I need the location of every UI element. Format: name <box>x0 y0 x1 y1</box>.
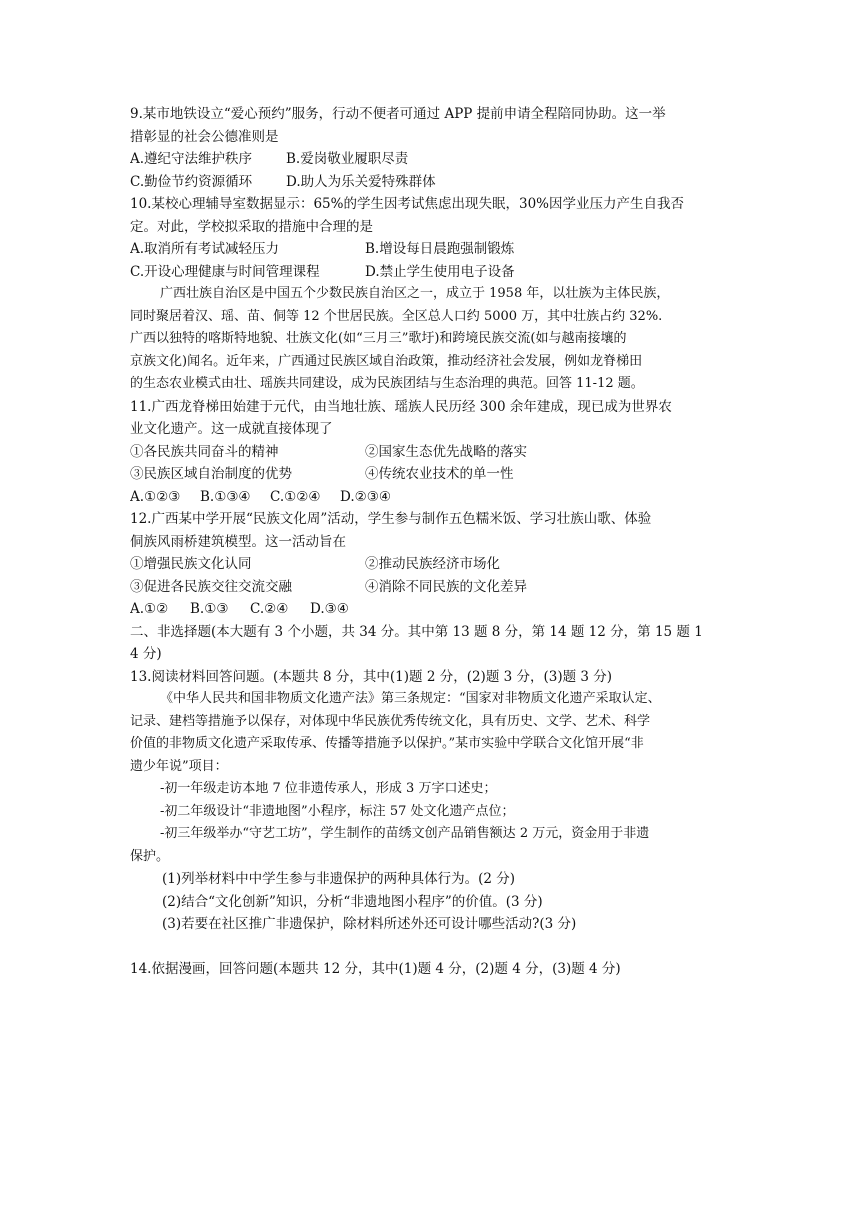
q11-option-c: C.①②④ <box>270 488 321 505</box>
q11-option-a: A.①②③ <box>130 488 181 505</box>
q10-option-d: D.禁止学生使用电子设备 <box>365 263 515 280</box>
q13-subquestion-2: (2)结合“文化创新”知识，分析“非遗地图小程序”的价值。(3 分) <box>162 893 543 910</box>
q14-stem: 14.依据漫画，回答问题(本题共 12 分，其中(1)题 4 分，(2)题 4 分，(3)题 4 分) <box>130 961 621 977</box>
guangxi-material-line: 同时聚居着汉、瑶、苗、侗等 12 个世居民族。全区总人口约 5000 万，其中壮族占约 32%. <box>130 308 663 324</box>
q12-stem-line-1: 12.广西某中学开展“民族文化周”活动，学生参与制作五色糯米饭、学习壮族山歌、体验 <box>130 511 652 527</box>
q13-item: -初三年级举办“守艺工坊”，学生制作的苗绣文创产品销售额达 2 万元，资金用于非遗 <box>160 826 650 841</box>
q10-options-row-2 <box>130 261 740 284</box>
q13-subquestion-3: (3)若要在社区推广非遗保护，除材料所述外还可设计哪些活动?(3 分) <box>162 916 577 932</box>
q9-options-row-2 <box>130 171 740 194</box>
q9-option-c: C.勤俭节约资源循环 <box>130 173 253 190</box>
q12-statement-1: ①增强民族文化认同 <box>130 556 252 572</box>
q11-stem-line-1: 11.广西龙脊梯田始建于元代，由当地壮族、瑶族人民历经 300 余年建成，现已成为世界农 <box>130 398 672 415</box>
guangxi-material-line: 广西以独特的喀斯特地貌、壮族文化(如“三月三”歌圩)和跨境民族交流(如与越南接壤的 <box>130 331 627 346</box>
q12-option-d: D.③④ <box>310 601 349 617</box>
q11-option-d: D.②③④ <box>340 488 391 505</box>
q13-material-line: 《中华人民共和国非物质文化遗产法》第三条规定：“国家对非物质文化遗产采取认定、 <box>160 691 661 706</box>
q12-stem-line-2: 侗族风雨桥建筑模型。这一活动旨在 <box>130 533 346 550</box>
q13-item-tail: 保护。 <box>130 848 170 864</box>
q10-option-b: B.增设每日晨跑强制锻炼 <box>365 241 515 257</box>
section2-heading-line-2: 4 分) <box>130 646 162 662</box>
q9-option-d: D.助人为乐关爱特殊群体 <box>286 173 436 190</box>
q9-option-a: A.遵纪守法维护秩序 <box>130 151 253 167</box>
section2-heading-line-1: 二、非选择题(本大题有 3 个小题，共 34 分。其中第 13 题 8 分，第 14 题 12 分，第 15 题 1 <box>130 623 703 640</box>
q10-stem-line-1: 10.某校心理辅导室数据显示：65%的学生因考试焦虑出现失眠，30%因学业压力产生自我否 <box>130 196 684 212</box>
q12-statement-2: ②推动民族经济市场化 <box>365 556 500 572</box>
q13-item: -初二年级设计“非遗地图”小程序，标注 57 处文化遗产点位； <box>160 803 515 819</box>
q13-material-line: 价值的非物质文化遗产采取传承、传播等措施予以保护。”某市实验中学联合文化馆开展“非 <box>130 736 644 751</box>
q12-option-c: C.②④ <box>250 601 289 617</box>
exam-content <box>130 103 740 981</box>
q12-statement-3: ③促进各民族交往交流交融 <box>130 578 292 595</box>
q11-stem-line-2: 业文化遗产。这一成就直接体现了 <box>130 421 333 437</box>
q12-statement-4: ④消除不同民族的文化差异 <box>365 578 527 595</box>
guangxi-material-line: 广西壮族自治区是中国五个少数民族自治区之一，成立于 1958 年，以壮族为主体民族， <box>160 286 670 301</box>
q11-statement-2: ②国家生态优先战略的落实 <box>365 443 527 460</box>
q9-stem-line-1: 9.某市地铁设立“爱心预约”服务，行动不便者可通过 APP 提前申请全程陪同协助。这一举 <box>130 106 666 122</box>
guangxi-material-line: 京族文化)闻名。近年来，广西通过民族区域自治政策，推动经济社会发展，例如龙脊梯田 <box>130 353 643 369</box>
q12-options-row <box>130 598 740 621</box>
q12-statements-row-1 <box>130 553 740 576</box>
q9-stem-line-2: 措彰显的社会公德准则是 <box>130 128 279 145</box>
q11-option-b: B.①③④ <box>200 488 251 505</box>
q13-subquestion-1: (1)列举材料中中学生参与非遗保护的两种具体行为。(2 分) <box>162 871 516 887</box>
q11-statement-3: ③民族区域自治制度的优势 <box>130 466 292 482</box>
guangxi-material-line: 的生态农业模式由壮、瑶族共同建设，成为民族团结与生态治理的典范。回答 11-12 题。 <box>130 376 644 391</box>
q13-material-line: 记录、建档等措施予以保存，对体现中华民族优秀传统文化，具有历史、文学、艺术、科学 <box>130 713 651 729</box>
q12-option-b: B.①③ <box>190 601 229 617</box>
q10-options-row-1 <box>130 238 740 261</box>
q13-material-line: 遗少年说”项目： <box>130 758 228 774</box>
q11-options-row <box>130 486 740 509</box>
q12-statements-row-2 <box>130 576 740 599</box>
q11-statement-4: ④传统农业技术的单一性 <box>365 466 514 482</box>
q9-options-row-1 <box>130 148 740 171</box>
q13-stem: 13.阅读材料回答问题。(本题共 8 分，其中(1)题 2 分，(2)题 3 分，(3)题 3 分) <box>130 668 613 685</box>
answer-space <box>130 936 740 959</box>
q9-option-b: B.爱岗敬业履职尽责 <box>286 151 409 167</box>
q13-item: -初一年级走访本地 7 位非遗传承人，形成 3 万字口述史； <box>160 781 497 796</box>
q11-statement-1: ①各民族共同奋斗的精神 <box>130 443 279 460</box>
q10-stem-line-2: 定。对此，学校拟采取的措施中合理的是 <box>130 218 373 235</box>
q10-option-c: C.开设心理健康与时间管理课程 <box>130 263 320 280</box>
q11-statements-row-1 <box>130 441 740 464</box>
q12-option-a: A.①② <box>130 601 169 617</box>
q11-statements-row-2 <box>130 463 740 486</box>
q10-option-a: A.取消所有考试减轻压力 <box>130 241 280 257</box>
